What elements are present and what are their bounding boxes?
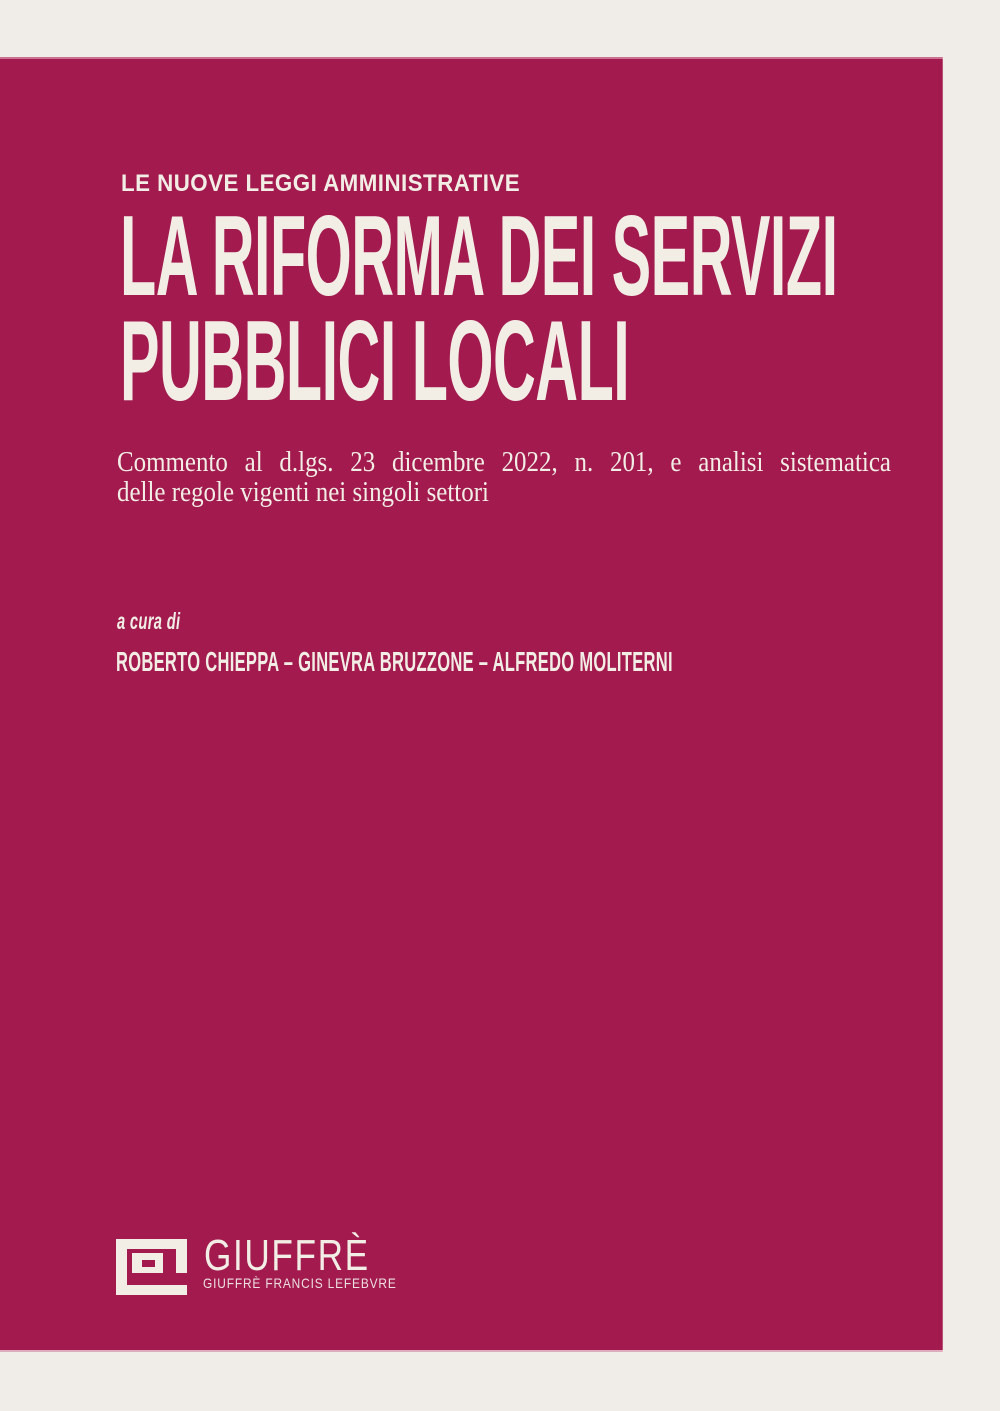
edited-by-label: a cura di [117, 608, 181, 634]
book-subtitle-line-1: Commento al d.lgs. 23 dicembre 2022, n. 201, e analisi sistematica [117, 446, 891, 478]
series-title: LE NUOVE LEGGI AMMINISTRATIVE [121, 170, 521, 197]
publisher-wordmark: GIUFFRÈ [204, 1231, 370, 1280]
publisher-logo [116, 1239, 187, 1300]
book-subtitle-line-2: delle regole vigenti nei singoli settori [117, 476, 489, 508]
book-subtitle [117, 447, 891, 507]
publisher-tagline: GIUFFRÈ FRANCIS LEFEBVRE [203, 1275, 397, 1291]
giuffre-logo-icon [116, 1239, 187, 1295]
book-title-line-1: LA RIFORMA DEI SERVIZI [120, 193, 838, 320]
editors-names: ROBERTO CHIEPPA – GINEVRA BRUZZONE – ALFREDO MOLITERNI [116, 646, 673, 677]
book-title-line-2: PUBBLICI LOCALI [120, 298, 630, 425]
book-cover [0, 57, 943, 1352]
